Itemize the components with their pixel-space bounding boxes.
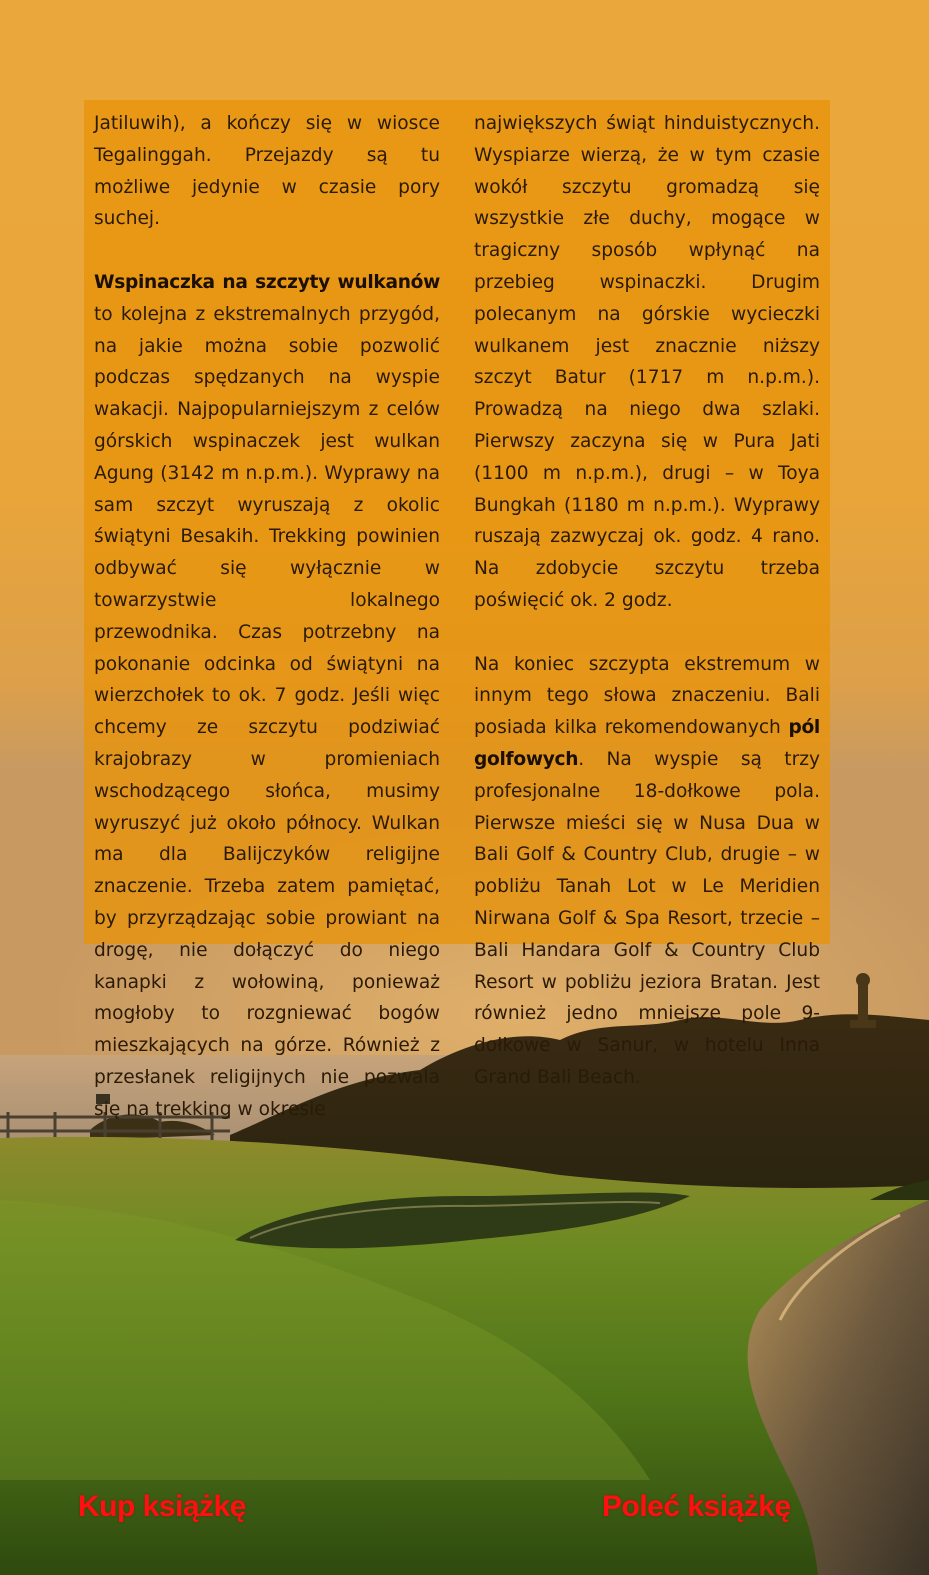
left-column (94, 108, 440, 1126)
right-paragraph-2-text-b: . Na wyspie są trzy profesjonalne 18-dołkowe pola. Pierwsze mieści się w Nusa Dua w Bali Golf & Country Club, drugie – w pobliżu Tanah Lot w Le Meridien Nirwana Golf & Spa Resort, trzecie – Bali Handara Golf & Country Club Resort w pobliżu jeziora Bratan. Jest również jedno mniejsze pole 9-dołkowe w Sanur, w hotelu Inna Grand Bali Beach. (474, 748, 820, 1088)
right-paragraph-1: największych świąt hinduistycznych. Wyspiarze wierzą, że w tym czasie wokół szczytu gromadzą się wszystkie złe duchy, mogące w tragiczny sposób wpłynąć na przebieg wspinaczki. Drugim polecanym na górskie wycieczki wulkanem jest znacznie niższy szczyt Batur (1717 m n.p.m.). Prowadzą na niego dwa szlaki. Pierwszy zaczyna się w Pura Jati (1100 m n.p.m.), drugi – w Toya Bungkah (1180 m n.p.m.). Wyprawy ruszają zazwyczaj ok. godz. 4 rano. Na zdobycie szczytu trzeba poświęcić ok. 2 godz. (474, 113, 820, 611)
volcano-climbing-heading: Wspinaczka na szczyty wulkanów (94, 271, 440, 293)
right-paragraph-2 (474, 649, 820, 1094)
right-column (474, 108, 820, 1094)
golf-courses-heading: pól golfowych (474, 717, 820, 770)
text-panel (84, 100, 830, 1120)
left-paragraph-2 (94, 267, 440, 1126)
left-paragraph-2-text: to kolejna z ekstremalnych przygód, na jakie można sobie pozwolić podczas spędzanych na wyspie wakacji. Najpopularniejszym z celów górskich wspinaczek jest wulkan Agung (3142 m n.p.m.). Wyprawy na sam szczyt wyruszają z okolic świątyni Besakih. Trekking powinien odbywać się wyłącznie w towarzystwie lokalnego przewodnika. Czas potrzebny na pokonanie odcinka od świątyni na wierzchołek to ok. 7 godz. Jeśli więc chcemy ze szczytu podziwiać krajobrazy w promieniach wschodzącego słońca, musimy wyruszyć już około północy. Wulkan ma dla Balijczyków religijne znaczenie. Trzeba zatem pamiętać, by przyrządzając sobie prowiant na drogę, nie dołączyć do niego kanapki z wołowiną, ponieważ mogłoby to rozgniewać bogów mieszkających na górze. Również z przesłanek religijnych nie pozwala się na trekking w okresie (94, 303, 440, 1120)
left-paragraph-1: Jatiluwih), a kończy się w wiosce Tegalinggah. Przejazdy są tu możliwe jedynie w czasie pory suchej. (94, 113, 440, 230)
buy-book-link[interactable]: Kup książkę (78, 1490, 246, 1523)
recommend-book-link[interactable]: Poleć książkę (602, 1490, 791, 1523)
right-paragraph-2-text-a: Na koniec szczypta ekstremum w innym tego słowa znaczeniu. Bali posiada kilka rekomendowanych (474, 653, 820, 739)
